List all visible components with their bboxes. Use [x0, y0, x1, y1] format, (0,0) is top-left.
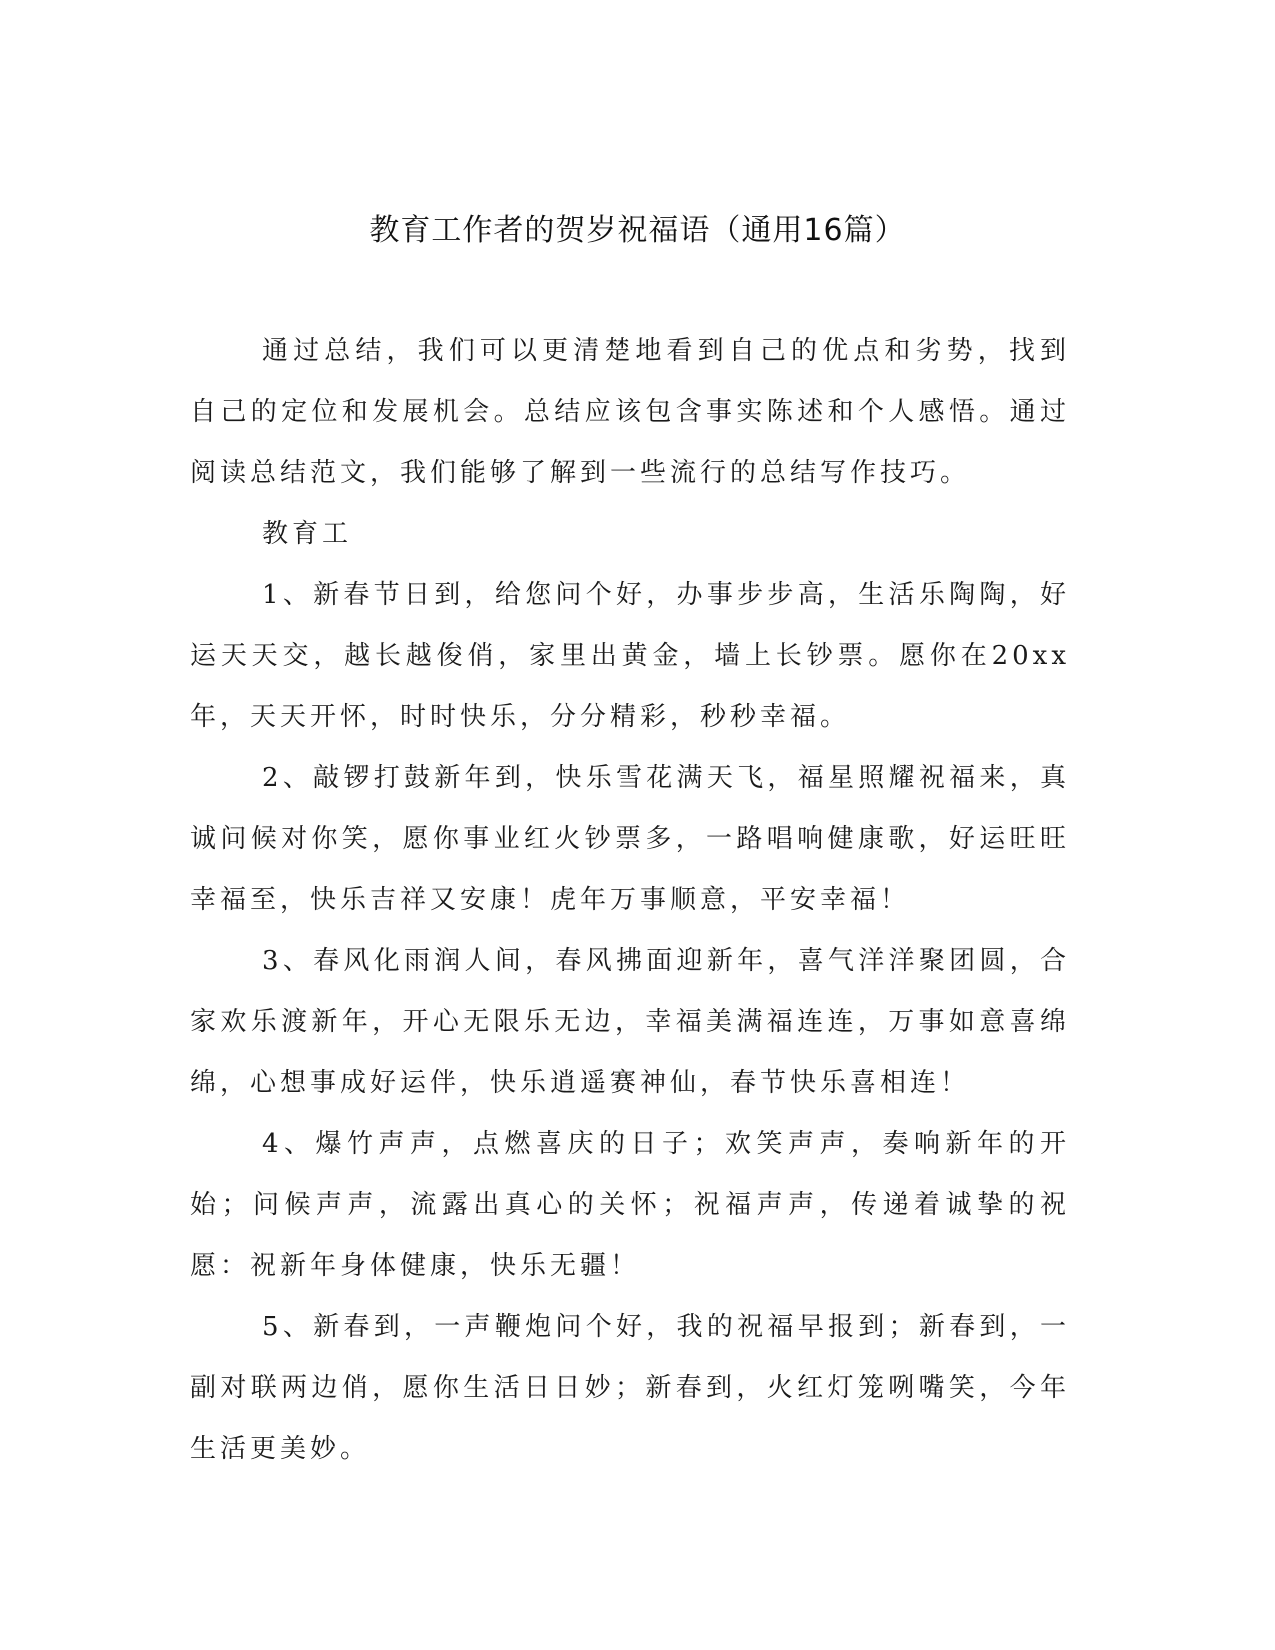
greeting-item-1: 1、新春节日到，给您问个好，办事步步高，生活乐陶陶，好运天天交，越长越俊俏，家里出黄金，墙上长钞票。愿你在20xx年，天天开怀，时时快乐，分分精彩，秒秒幸福。	[190, 580, 1070, 732]
greeting-item-5: 5、新春到，一声鞭炮问个好，我的祝福早报到；新春到，一副对联两边俏，愿你生活日日妙；新春到，火红灯笼咧嘴笑，今年生活更美妙。	[190, 1312, 1070, 1464]
document-body	[190, 321, 1070, 1480]
section-heading: 教育工	[262, 519, 353, 549]
document-title: 教育工作者的贺岁祝福语（通用16篇）	[369, 213, 906, 248]
greeting-item-2: 2、敲锣打鼓新年到，快乐雪花满天飞，福星照耀祝福来，真诚问候对你笑，愿你事业红火钞票多，一路唱响健康歌，好运旺旺幸福至，快乐吉祥又安康！虎年万事顺意，平安幸福！	[190, 763, 1070, 915]
greeting-item-4: 4、爆竹声声，点燃喜庆的日子；欢笑声声，奏响新年的开始；问候声声，流露出真心的关怀；祝福声声，传递着诚挚的祝愿：祝新年身体健康，快乐无疆！	[190, 1129, 1070, 1281]
intro-paragraph: 通过总结，我们可以更清楚地看到自己的优点和劣势，找到自己的定位和发展机会。总结应该包含事实陈述和个人感悟。通过阅读总结范文，我们能够了解到一些流行的总结写作技巧。	[190, 336, 1070, 488]
greeting-item-3: 3、春风化雨润人间，春风拂面迎新年，喜气洋洋聚团圆，合家欢乐渡新年，开心无限乐无边，幸福美满福连连，万事如意喜绵绵，心想事成好运伴，快乐逍遥赛神仙，春节快乐喜相连！	[190, 946, 1070, 1098]
